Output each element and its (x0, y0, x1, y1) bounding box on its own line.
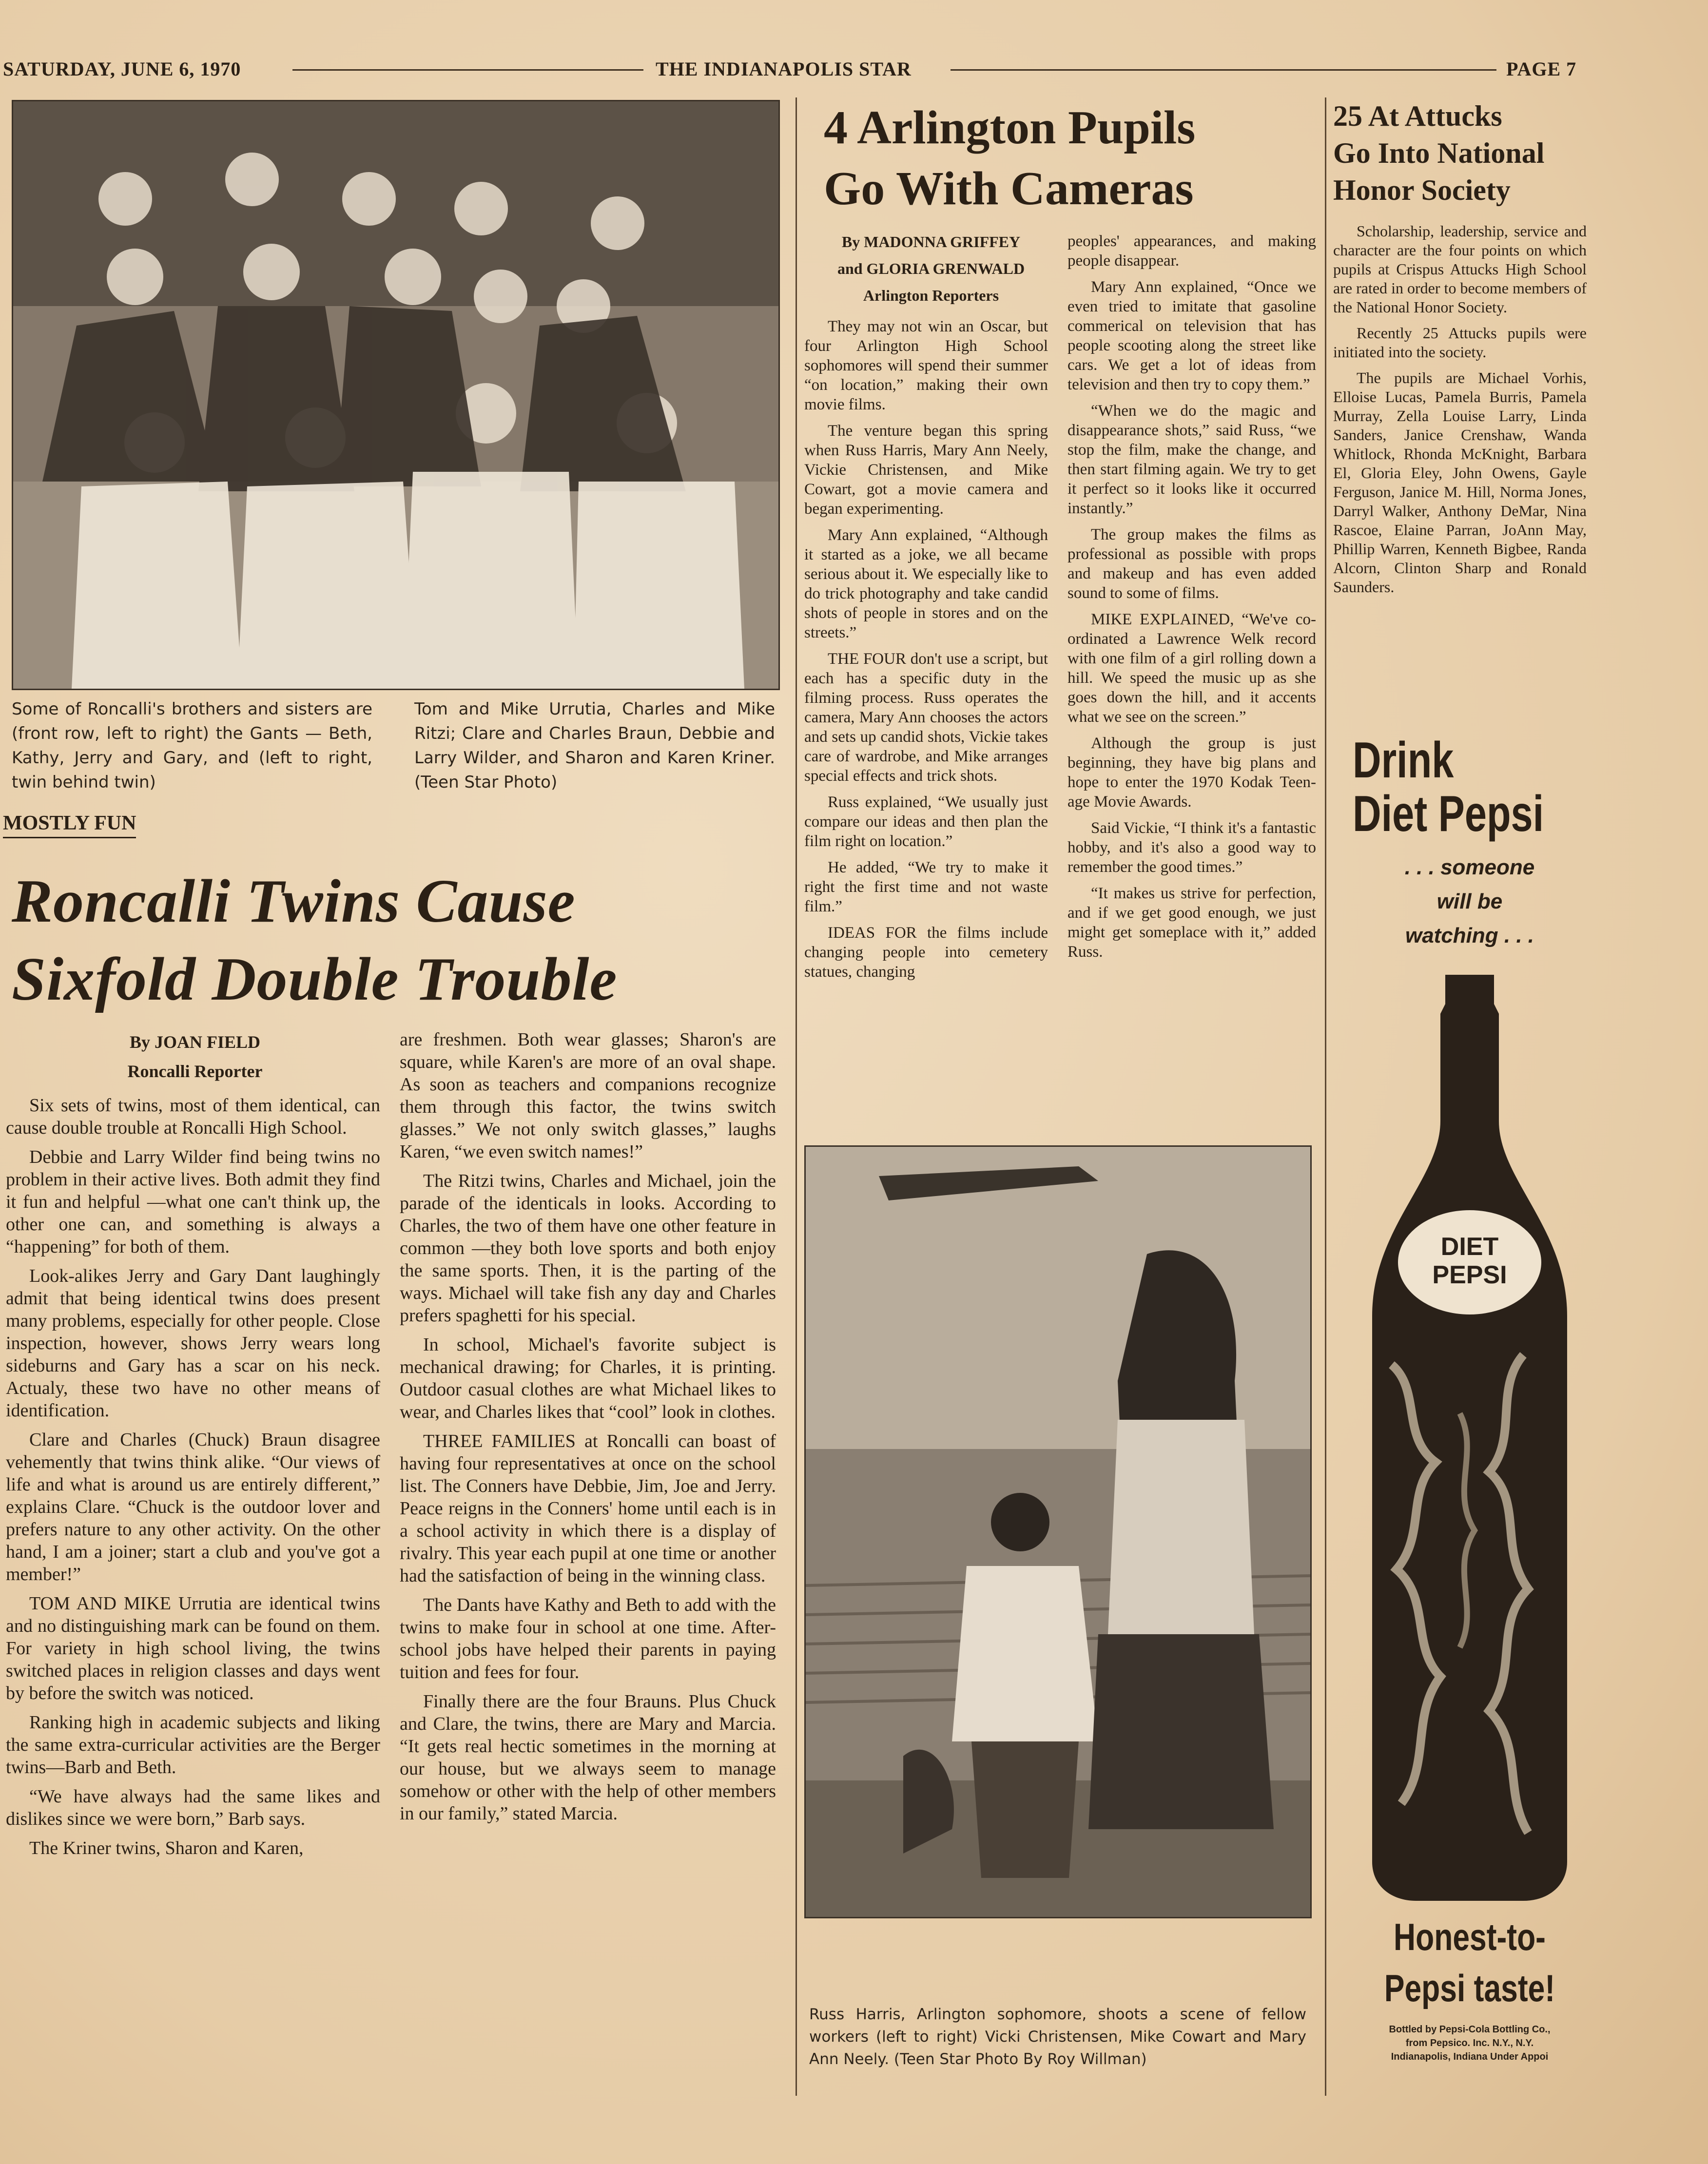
paragraph: Recently 25 Attucks pupils were initiated into the society. (1333, 324, 1587, 361)
arlington-camera-photo (804, 1145, 1312, 1918)
paragraph: TOM AND MIKE Urrutia are identical twins and no distinguishing mark can be found on them. For variety in high school living, the twins switched places in religion classes and days went by before the switch was noticed. (6, 1593, 380, 1703)
paragraph: Mary Ann explained, “Once we even tried to imitate that gasoline commerical on television that has people scooting along the street like cars. We get a lot of ideas from television and then try to copy them.” (1068, 278, 1316, 393)
ad-headline-line1: Drink (1353, 732, 1454, 789)
paragraph: are freshmen. Both wear glasses; Sharon's are square, while Karen's are more of an oval shape. As soon as teachers and companions recognize them through this factor, the twins switch glasses.” We not only switch glasses,” laughs Karen, “we even switch names!” (400, 1029, 776, 1162)
roncalli-column-1 (6, 1094, 380, 1866)
masthead-rule-right (951, 69, 1496, 71)
paragraph: Finally there are the four Brauns. Plus Chuck and Clare, the twins, there are Mary and Marcia. “It gets real hectic sometimes in the morning at our house, but we always seem to manage somehow or other with the help of other members in our family,” stated Marcia. (400, 1691, 776, 1824)
arlington-column-1 (804, 317, 1048, 988)
arlington-photo-caption: Russ Harris, Arlington sophomore, shoots a scene of fellow workers (left to right) Vicki Christensen, Mike Cowart and Mary Ann Neely. (Teen Star Photo By Roy Willman) (809, 2006, 1306, 2068)
masthead (0, 58, 1708, 87)
arlington-byline-1: By MADONNA GRIFFEY (841, 233, 1021, 251)
paragraph: They may not win an Oscar, but four Arlington High School sophomores will spend their summer “on location,” making their own movie films. (804, 318, 1048, 413)
roncalli-photo-caption-left: Some of Roncalli's brothers and sisters are (front row, left to right) the Gants — Beth, Kathy, Jerry and Gary, and (left to right, twin behind twin) (12, 699, 372, 792)
paragraph: THE FOUR don't use a script, but each has a specific duty in the filming process. Russ operates the camera, Mary Ann chooses the actors and sets up candid shots, Vickie takes care of wardrobe, and Mike arranges special effects and trick shots. (804, 650, 1048, 785)
paragraph: He added, “We try to make it right the first time and not waste film.” (804, 859, 1048, 915)
paragraph: The Dants have Kathy and Beth to add with the twins to make four in school at one time. After-school jobs have helped their parents in paying tuition and fees for four. (400, 1595, 776, 1682)
paragraph: Ranking high in academic subjects and liking the same extra-curricular activities are the Berger twins—Barb and Beth. (6, 1712, 380, 1778)
roncalli-headline-line1: Roncalli Twins Cause (12, 868, 576, 935)
attucks-headline-line1: 25 At Attucks (1333, 100, 1502, 132)
attucks-body (1333, 222, 1587, 603)
paragraph: “It makes us strive for perfection, and if we get good enough, we just might get someplace with it,” added Russ. (1068, 885, 1316, 961)
column-divider (796, 97, 797, 2096)
paragraph: “We have always had the same likes and dislikes since we were born,” Barb says. (6, 1786, 380, 1829)
paragraph: The Kriner twins, Sharon and Karen, (29, 1838, 304, 1858)
masthead-paper-name: THE INDIANAPOLIS STAR (656, 58, 912, 80)
arlington-byline-role: Arlington Reporters (863, 287, 999, 304)
roncalli-column-2 (400, 1028, 776, 1832)
roncalli-photo-caption-right: Tom and Mike Urrutia, Charles and Mike Ritzi; Clare and Charles Braun, Debbie and Larry Wilder, and Sharon and Karen Kriner. (Teen Star Photo) (414, 699, 775, 792)
paragraph: The group makes the films as professional as possible with props and makeup and has even added sound to some of films. (1068, 526, 1316, 602)
pepsi-bottle-icon (1362, 975, 1577, 1901)
arlington-headline-line2: Go With Cameras (824, 162, 1194, 215)
attucks-headline-line3: Honor Society (1333, 174, 1511, 206)
masthead-page-number: PAGE 7 (1506, 58, 1577, 80)
paragraph: peoples' appearances, and making people disappear. (1068, 232, 1316, 270)
ad-slogan-line2: Pepsi taste! (1384, 1967, 1555, 2009)
bottle-label-line2: PEPSI (1432, 1261, 1507, 1289)
paragraph: Russ explained, “We usually just compare our ideas and then plan the film right on location.” (804, 793, 1048, 850)
ad-fine-print-line2: from Pepsico. Inc. N.Y., N.Y. (1405, 2038, 1534, 2048)
ad-tagline-line1: . . . someone (1404, 855, 1535, 879)
diet-pepsi-ad (1333, 712, 1606, 2125)
paragraph: The Ritzi twins, Charles and Michael, join the parade of the identicals in looks. According to Charles, the two of them have one other feature in common —they both love sports and both enjoy the same sports. Then, it is the parting of the ways. Michael will take fish any day and Charles prefers spaghetti for his special. (400, 1171, 776, 1326)
bottle-label-line1: DIET (1440, 1233, 1499, 1261)
paragraph: Said Vickie, “I think it's a fantastic hobby, and it's also a good way to remember the good times.” (1068, 819, 1316, 876)
roncalli-headline-line2: Sixfold Double Trouble (12, 946, 618, 1013)
ad-tagline-line3: watching . . . (1405, 924, 1534, 947)
paragraph: Although the group is just beginning, they have big plans and hope to enter the 1970 Kodak Teen-age Movie Awards. (1068, 734, 1316, 811)
paragraph: “When we do the magic and disappearance shots,” said Russ, “we stop the film, make the change, and then start filming again. We try to get it perfect so it looks like it occurred instantly.” (1068, 402, 1316, 517)
masthead-date: SATURDAY, JUNE 6, 1970 (3, 58, 241, 80)
roncalli-twins-photo (12, 100, 780, 690)
paragraph: Mary Ann explained, “Although it started as a joke, we all became serious about it. We especially like to do trick photography and take candid shots of people in stores and on the streets.” (804, 526, 1048, 641)
paragraph: Scholarship, leadership, service and character are the four points on which pupils at Crispus Attucks High School are rated in order to become members of the National Honor Society. (1333, 222, 1587, 316)
arlington-column-2 (1068, 232, 1316, 968)
roncalli-byline-role: Roncalli Reporter (127, 1062, 263, 1081)
ad-fine-print-line3: Indianapolis, Indiana Under Appoi (1391, 2051, 1549, 2062)
arlington-headline-line1: 4 Arlington Pupils (824, 101, 1196, 154)
paragraph: In school, Michael's favorite subject is mechanical drawing; for Charles, it is printing. Outdoor casual clothes are what Michael likes to wear, and Charles likes that “cool” look in clothes. (400, 1334, 776, 1422)
ad-fine-print-line1: Bottled by Pepsi-Cola Bottling Co., (1389, 2024, 1551, 2035)
arlington-byline-2: and GLORIA GRENWALD (837, 260, 1025, 277)
paragraph: Six sets of twins, most of them identical, can cause double trouble at Roncalli High School. (6, 1095, 380, 1138)
masthead-rule-left (292, 69, 643, 71)
paragraph: IDEAS FOR the films include changing people into cemetery statues, changing (804, 924, 1048, 981)
paragraph: Debbie and Larry Wilder find being twins no problem in their active lives. Both admit they find it fun and helpful —what one can't think up, the other one can, and something is always a “happening” for both of them. (6, 1147, 380, 1257)
ad-slogan-line1: Honest-to- (1394, 1915, 1546, 1958)
paragraph: Clare and Charles (Chuck) Braun disagree vehemently that twins think alike. “Our views of life and what is around us are entirely different,” explains Clare. “Chuck is the outdoor lover and prefers nature to any other activity. On the other hand, I am a joiner; start a club and you've got a member!” (6, 1430, 380, 1584)
paragraph: The pupils are Michael Vorhis, Elloise Lucas, Pamela Burris, Pamela Murray, Zella Louise Larry, Linda Sanders, Janice Crenshaw, Wanda Whitlock, Rhonda McKnight, Barbara El, Gloria Eley, John Owens, Gayle Ferguson, Janice M. Hill, Norma Jones, Darryl Walker, Anthony DeMar, Nina Rascoe, Elaine Parran, JoAnn May, Phillip Warren, Kenneth Bigbee, Randa Alcorn, Clinton Sharp and Ronald Saunders. (1333, 369, 1587, 596)
column-divider (1325, 97, 1326, 2096)
paragraph: The venture began this spring when Russ Harris, Mary Ann Neely, Vickie Christensen, and Mike Cowart, got a movie camera and began experimenting. (804, 422, 1048, 518)
ad-headline-line2: Diet Pepsi (1353, 786, 1544, 842)
paragraph: MIKE EXPLAINED, “We've co-ordinated a Lawrence Welk record with one film of a girl rolling down a hill. We speed the music up as she goes down the hill, and it accents what we see on the screen.” (1068, 611, 1316, 726)
attucks-headline-line2: Go Into National (1333, 137, 1545, 169)
paragraph: Look-alikes Jerry and Gary Dant laughingly admit that being identical twins does present many problems, especially for other people. Close inspection, however, shows Jerry wears long sideburns and Gary has a scar on his neck. Actualy, these two have no other means of identification. (6, 1266, 380, 1421)
ad-tagline-line2: will be (1436, 889, 1503, 913)
roncalli-kicker: MOSTLY FUN (3, 812, 136, 838)
paragraph: THREE FAMILIES at Roncalli can boast of having four representatives at once on the school list. The Conners have Debbie, Jim, Joe and Jerry. Peace reigns in the Conners' home until each is in a school activity in which there is a display of rivalry. This year each pupil at one time or another had the satisfaction of being in the winning class. (400, 1431, 776, 1586)
roncalli-byline: By JOAN FIELD (129, 1032, 261, 1052)
